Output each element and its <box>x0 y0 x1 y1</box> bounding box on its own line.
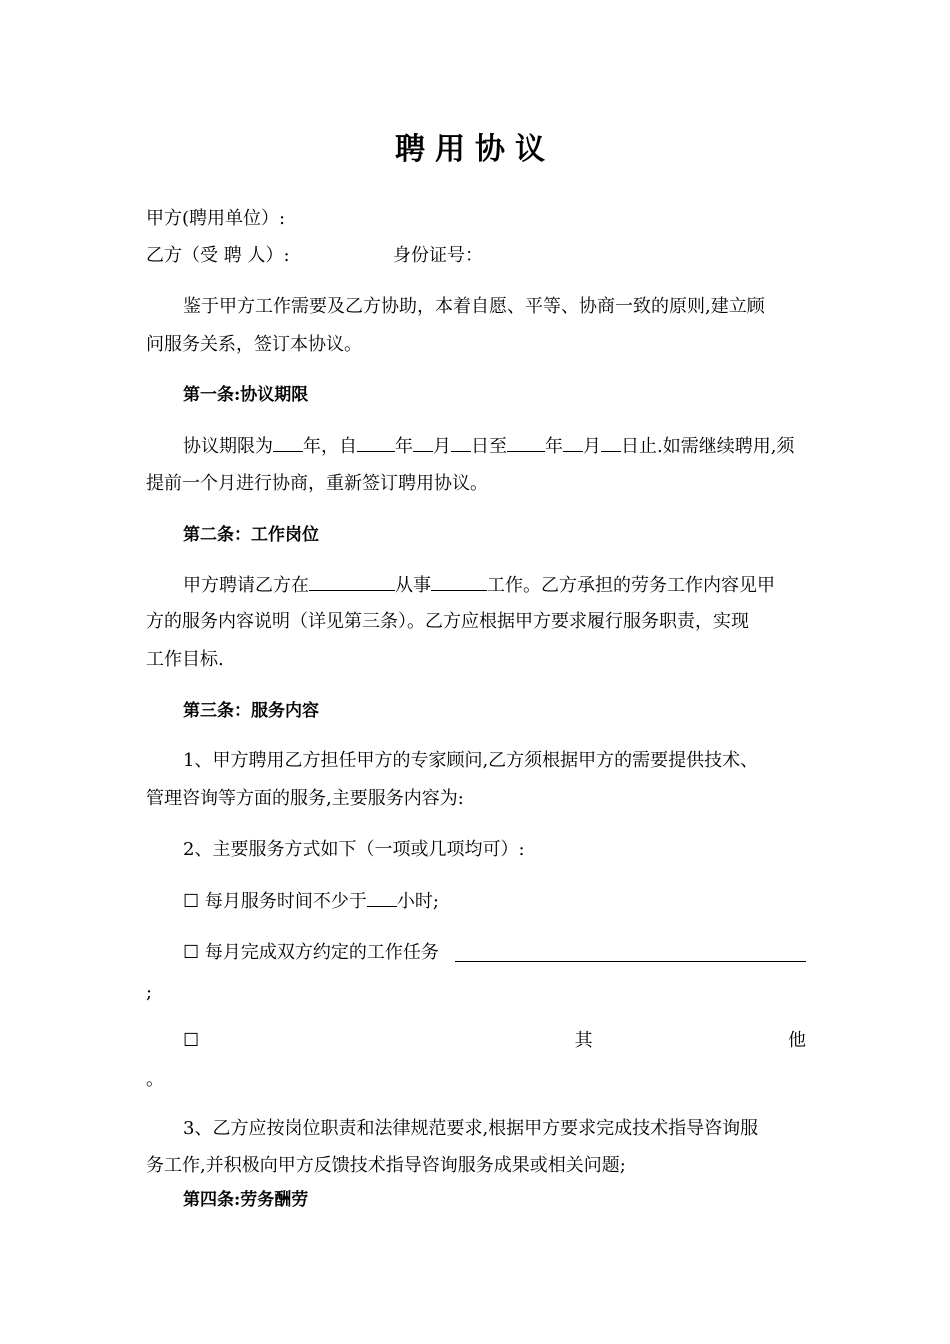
article-3-item-1-line-2: 管理咨询等方面的服务,主要服务内容为: <box>146 788 464 809</box>
term-text: 月 <box>583 436 601 457</box>
term-text: 年 <box>545 436 563 457</box>
id-number-label: 身份证号： <box>392 245 483 266</box>
intro-line-1: 鉴于甲方工作需要及乙方协助，本着自愿、平等、协商一致的原则,建立顾 <box>183 296 765 317</box>
party-b-line <box>146 243 483 269</box>
article-1-heading: 第一条:协议期限 <box>183 385 309 405</box>
option-other <box>183 1028 806 1054</box>
article-1-line-2: 提前一个月进行协商，重新签订聘用协议。 <box>146 473 488 494</box>
option-monthly-tasks-end: ; <box>146 982 153 1003</box>
option-text: ☐ 每月服务时间不少于 <box>183 891 367 912</box>
party-a-line: 甲方(聘用单位）: <box>146 208 286 229</box>
term-text: 日止.如需继续聘用,须 <box>621 436 795 457</box>
hours-blank <box>367 888 397 907</box>
party-b-label: 乙方（受 聘 人）: <box>146 245 290 266</box>
article-2-line-2: 方的服务内容说明（详见第三条）。乙方应根据甲方要求履行服务职责，实现 <box>146 611 749 632</box>
end-year-blank <box>507 433 545 452</box>
job-blank <box>431 572 487 591</box>
start-day-blank <box>451 433 471 452</box>
option-other-end: 。 <box>146 1069 164 1090</box>
position-text: 从事 <box>395 575 431 596</box>
term-text: 协议期限为 <box>183 436 273 457</box>
article-3-item-2: 2、主要服务方式如下（一项或几项均可）: <box>183 839 525 860</box>
option-other-word-1: 其 <box>574 1030 593 1051</box>
article-2-heading: 第二条：工作岗位 <box>183 525 319 545</box>
article-3-item-1-line-1: 1、甲方聘用乙方担任甲方的专家顾问,乙方须根据甲方的需要提供技术、 <box>183 750 759 771</box>
option-other-word-2: 他 <box>787 1030 806 1051</box>
end-month-blank <box>563 433 583 452</box>
start-month-blank <box>413 433 433 452</box>
article-4-heading: 第四条:劳务酬劳 <box>183 1190 309 1210</box>
article-1-line-1 <box>183 433 794 459</box>
article-3-item-3-line-1: 3、乙方应按岗位职责和法律规范要求,根据甲方要求完成技术指导咨询服 <box>183 1118 759 1139</box>
term-text: 日至 <box>471 436 507 457</box>
term-text: 年 <box>395 436 413 457</box>
end-day-blank <box>601 433 621 452</box>
article-3-item-3-line-2: 务工作,并积极向甲方反馈技术指导咨询服务成果或相关问题; <box>146 1155 626 1176</box>
document-title: 聘用协议 <box>395 132 555 167</box>
term-text: 年，自 <box>303 436 357 457</box>
term-text: 月 <box>433 436 451 457</box>
article-2-line-3: 工作目标. <box>146 649 224 670</box>
tasks-blank <box>455 961 806 962</box>
start-year-blank <box>357 433 395 452</box>
position-text: 工作。乙方承担的劳务工作内容见甲 <box>487 575 775 596</box>
option-monthly-hours <box>183 888 439 914</box>
position-text: 甲方聘请乙方在 <box>183 575 309 596</box>
term-years-blank <box>273 433 303 452</box>
option-text: 小时; <box>396 891 439 912</box>
workplace-blank <box>309 572 395 591</box>
article-2-line-1 <box>183 572 775 598</box>
option-monthly-tasks: ☐ 每月完成双方约定的工作任务 <box>183 942 439 963</box>
option-other-checkbox: ☐ <box>183 1030 200 1051</box>
intro-line-2: 问服务关系，签订本协议。 <box>146 334 362 355</box>
article-3-heading: 第三条：服务内容 <box>183 701 319 721</box>
